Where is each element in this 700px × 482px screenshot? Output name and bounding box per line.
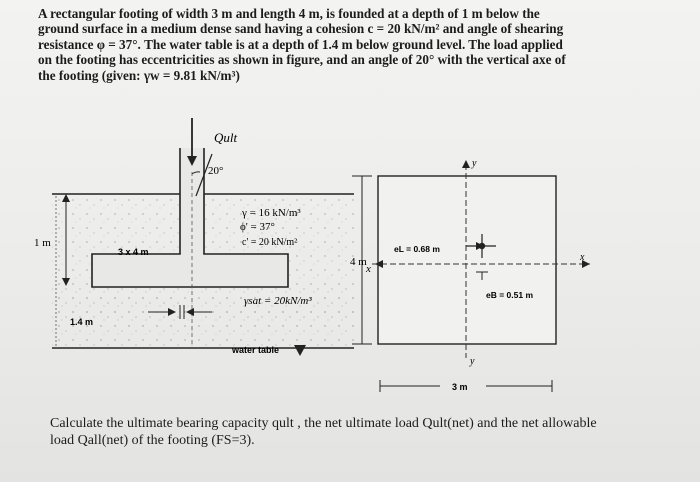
x-axis-label-left: x [366, 263, 371, 275]
depth-label: 1 m [34, 237, 51, 249]
plan-view [365, 158, 590, 392]
cross-section [34, 118, 372, 356]
y-axis-label-bottom: y [470, 356, 475, 367]
question-line-2: load Qall(net) of the footing (FS=3). [50, 433, 255, 448]
load-label: Qult [214, 130, 238, 145]
footing-size-label: 3 x 4 m [118, 247, 149, 257]
angle-label: 20° [208, 165, 224, 177]
eB-label: eB = 0.51 m [486, 290, 534, 300]
gamma-sat-label: γsat = 20kN/m³ [244, 295, 312, 307]
y-axis-label-top: y [472, 158, 477, 169]
problem-line-2: ground surface in a medium dense sand having a cohesion c = 20 kN/m² and angle of shearing [38, 21, 564, 37]
x-axis-label-right: x [580, 252, 585, 263]
gamma-label: γ = 16 kN/m³ [242, 207, 301, 219]
plan-y-axis-arrow-top [462, 160, 470, 168]
problem-line-1: A rectangular footing of width 3 m and length 4 m, is founded at a depth of 1 m below the [38, 6, 540, 21]
eL-label: eL = 0.68 m [394, 244, 440, 254]
problem-line-5: the footing (given: γw = 9.81 kN/m³) [38, 67, 240, 83]
cohesion-label: c' = 20 kN/m² [242, 237, 298, 248]
question-text [50, 415, 650, 449]
phi-label: ϕ' = 37° [240, 221, 275, 233]
problem-line-3: resistance φ = 37°. The water table is at a depth of 1.4 m below ground level. The load applied [38, 36, 563, 52]
problem-line-4: on the footing has eccentricities as shown in figure, and an angle of 20° with the vertical axe of [38, 52, 566, 68]
length-label: 4 m [350, 256, 367, 268]
problem-statement [38, 6, 638, 83]
water-table-label: water table [232, 345, 280, 355]
water-table-triangle [294, 345, 306, 356]
question-line-1: Calculate the ultimate bearing capacity qult , the net ultimate load Qult(net) and the net allowable [50, 416, 597, 431]
footing-diagram [0, 112, 620, 402]
wt-depth-label: 1.4 m [70, 317, 94, 327]
width-label: 3 m [452, 382, 468, 392]
plan-rectangle [378, 176, 556, 344]
